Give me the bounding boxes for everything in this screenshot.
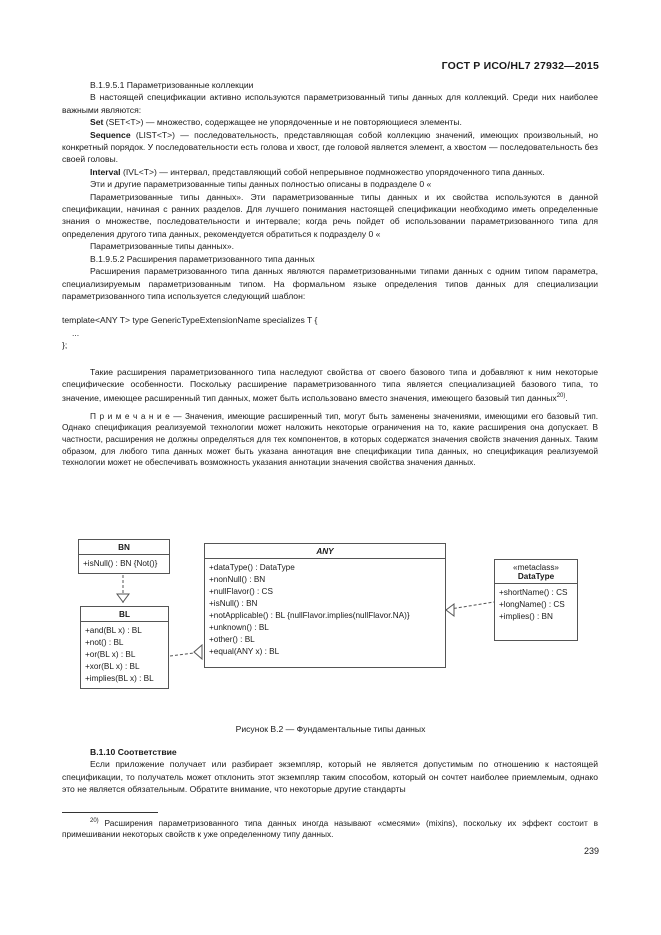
bl-bn-arrow xyxy=(117,594,129,602)
datatype-op: +longName() : CS xyxy=(499,600,565,609)
figure-caption: Рисунок B.2 — Фундаментальные типы данных xyxy=(235,724,426,734)
note-label: П р и м е ч а н и е xyxy=(90,410,170,421)
any-op: +other() : BL xyxy=(209,635,255,644)
footnote-paragraph xyxy=(62,816,598,841)
heading-b1951: B.1.9.5.1 Параметризованные коллекции xyxy=(90,80,254,90)
paragraph-1: Эти и другие параметризованные типы данных полностью описаны в подразделе 0 « xyxy=(90,179,432,190)
any-op: +dataType() : DataType xyxy=(209,563,295,572)
class-bl-title: BL xyxy=(81,607,168,622)
footnote xyxy=(62,816,598,841)
any-op: +isNull() : BN xyxy=(209,599,258,608)
class-datatype-title: DataType xyxy=(517,572,555,581)
inheritance-end: . xyxy=(565,393,568,404)
bl-any-arrow xyxy=(194,645,202,659)
code-line-1: template<ANY T> type GenericTypeExtensionName specializes T { xyxy=(62,315,318,326)
bl-op: +xor(BL x) : BL xyxy=(85,662,140,671)
code-line-2: ... xyxy=(72,327,80,338)
class-datatype-ops xyxy=(495,584,577,640)
any-op: +equal(ANY x) : BL xyxy=(209,647,280,656)
inheritance-paragraph xyxy=(62,366,598,405)
footnote-divider xyxy=(62,812,158,813)
uml-diagram xyxy=(62,532,598,712)
any-op: +notApplicable() : BL {nullFlavor.implies(nullFlavor.NA)} xyxy=(209,611,410,620)
intro-paragraph: В настоящей спецификации активно используются параметризованный типы данных для коллекций. Среди них наиболее важными являются: xyxy=(62,92,598,115)
any-op: +unknown() : BL xyxy=(209,623,269,632)
bl-op: +not() : BL xyxy=(85,638,124,647)
footnote-ref: 20) xyxy=(556,393,566,400)
bl-op: +and(BL x) : BL xyxy=(85,626,142,635)
set-text: (SET<T>) — множество, содержащее не упорядоченные и не повторяющиеся элементы. xyxy=(103,117,462,128)
sequence-definition xyxy=(62,129,598,166)
interval-text: (IVL<T>) — интервал, представляющий собой непрерывное подмножество упорядоченного типа данных. xyxy=(120,166,545,177)
inheritance-text: Такие расширения параметризованного типа наследуют свойства от своего базового типа и добавляют к ним некоторые специфические особенности. Поскольку расширение параметризованного типа является специализацией базового типа, то значение, имеющее расширенный тип данных, может быть использовано вместо значения, имеющего базовый тип данных xyxy=(62,366,598,404)
class-datatype xyxy=(494,559,578,641)
class-any xyxy=(204,543,446,668)
class-bn-ops xyxy=(79,555,169,573)
section-parameterized-collections xyxy=(62,79,598,469)
class-any-title: ANY xyxy=(205,544,445,559)
class-bn-title: BN xyxy=(79,540,169,555)
datatype-op: +shortName() : CS xyxy=(499,588,568,597)
conformance-paragraph: Если приложение получает или разбирает экземпляр, который не является допустимым по отношению к настоящей спецификации, то получатель может отклонить этот экземпляр таким способом, который он сочтет наиболее приемлемым, однако это не является обязательным. Обратите внимание, что некоторые другие стандарты xyxy=(62,759,598,795)
interval-term: Interval xyxy=(90,166,121,177)
heading-b110: B.1.10 Соответствие xyxy=(90,747,177,757)
any-op: +nonNull() : BN xyxy=(209,575,266,584)
section-conformance xyxy=(62,746,598,796)
any-op: +nullFlavor() : CS xyxy=(209,587,273,596)
any-datatype-arrow xyxy=(446,604,454,616)
page-number: 239 xyxy=(583,846,599,856)
class-bl-ops xyxy=(81,622,168,688)
bl-op: +or(BL x) : BL xyxy=(85,650,136,659)
class-bn xyxy=(78,539,170,574)
footnote-text: Расширения параметризованного типа данных иногда называют «смесями» (mixins), поскольку их эффект состоит в примешивании некоторых свойств к уже определенному типу данных. xyxy=(62,817,598,840)
footnote-mark: 20) xyxy=(90,818,99,824)
datatype-op: +implies() : BN xyxy=(499,612,553,621)
paragraph-2: Параметризованные типы данных». Эти параметризованные типы данных и их свойства используются в данной спецификации, начиная с ранних разделов. Для лучшего понимания настоящей спецификации необходимо иметь определенные знания о множестве, последовательности и интервале; когда речь пойдет об использовании параметризованного типа для определения другого типа данных, рекомендуется обратиться к подразделу 0 « xyxy=(62,191,598,239)
sequence-text: (LIST<T>) — последовательность, представляющая собой коллекцию значений, имеющих произвольный, но конкретный порядок. У последовательности есть голова и хвост, где головой является элемент, а хвостом — последовательность без своей головы. xyxy=(62,129,598,165)
bl-op: +implies(BL x) : BL xyxy=(85,674,154,683)
set-definition xyxy=(62,116,598,128)
sequence-term: Sequence xyxy=(90,129,131,140)
class-bl xyxy=(80,606,169,689)
interval-definition xyxy=(62,166,598,178)
class-any-ops xyxy=(205,559,445,667)
standard-header: ГОСТ Р ИСО/HL7 27932—2015 xyxy=(441,60,599,72)
paragraph-3: Параметризованные типы данных». xyxy=(90,241,235,252)
bn-op: +isNull() : BN {Not()} xyxy=(83,559,158,568)
datatype-stereotype: «metaclass» xyxy=(513,563,559,572)
extensions-paragraph: Расширения параметризованного типа данных являются параметризованными типами данных с одним типом параметра, специализируемым параметризованным типом. На формальном языке определения типов данных для специализации параметризованного типа используется следующий шаблон: xyxy=(62,266,598,301)
set-term: Set xyxy=(90,117,104,128)
note-text: — Значения, имеющие расширенный тип, могут быть заменены значениями, имеющими его базовый тип. Однако спецификация реализуемой технологии может наложить некоторые ограничения на то, какие расширения она допускает. В частности, расширения не должны определяться для тех компонентов, в которых содержатся значения свойств значения данных. Таким образом, для любого типа данных может быть указана аннотация вне спецификации типа данных, но спецификация реализуемой технологии может не обеспечивать возможность указания аннотации значения свойства значения данных. xyxy=(62,410,598,468)
code-line-3: }; xyxy=(62,340,68,351)
heading-b1952: B.1.9.5.2 Расширения параметризованного типа данных xyxy=(90,253,315,264)
class-datatype-title-block xyxy=(495,560,577,584)
note-paragraph xyxy=(62,411,598,470)
